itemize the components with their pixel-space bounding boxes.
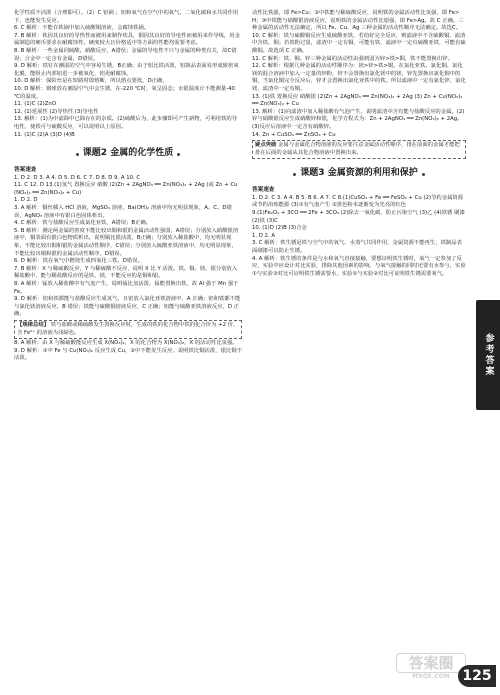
- answer-line: 8. A 解析：锰放入稀盐酸中有气泡产生，说明锰比氢活泼，锰能置换出铁，故 Al 强于 Mn 强于 Fe。: [14, 281, 239, 295]
- right-paragraph: 13. (1)铁 置换反应 硝酸银 (2)Zn + 2AgNO₃ ══ Zn(NO₃)₂ + 2Ag (3) Zn + Cu(NO₃)₂ ══ Zn(NO₃)₂ + Cu: [252, 93, 463, 108]
- answer-line: 4. C 解析：铁与盐酸反应生成氯化亚铁，A错误；B正确。: [14, 220, 152, 227]
- answer-line: 1. D 2. D: [14, 197, 38, 204]
- heading-dot-icon: [293, 173, 296, 176]
- left-paragraph: 8. A 解析：由 X 与稀硫酸能反应生成 X(NO₃)₂，X 的化合物为 X(NO₃)₂，X 的活动性比氢强。: [14, 340, 238, 347]
- right-paragraph: 动性比铁强，即 Fe>Cu；②中铁能与稀硫酸反应，说明铁的金属活动性比氢强，即 Fe>H；③中铁能与硝酸银溶液反应，说明铁的金属活动性比银强，即 Fe>Ag。故 C 正确。三种金属的活动性无法确定，所以 Fe、Cu、Ag 三种金属的活动性顺序无法确定。故选C。: [252, 10, 464, 32]
- answer-line: 3. A 解析：铜丝插入 HCl 溶液，MgSO₄ 溶液，Ba(OH)₂ 溶液中均无明显现象，A、C、D错误，AgNO₃ 溶液中有银白色固体析出。: [14, 205, 232, 219]
- left-paragraph: 10. D 解析：钢球放在潮湿空气中会生锈，在-220 ℃时，氧呈固态；水银温度计不能测量-40 ℃的温度。: [14, 85, 235, 100]
- answer-line: 10. (1)D (2)B (3)合金: [252, 225, 307, 232]
- right-paragraph: 11. C 解析：铁、铜、锌三种金属的活动性由强到弱为锌>铁>铜，铁不能置换出锌。: [252, 55, 453, 62]
- key-point-box: [252, 140, 466, 159]
- answer-line: 9.(1)Fe₂O₃ + 3CO ══ 2Fe + 3CO₂ (2)除去一氧化碳，防止污染空气 (3)乙 (4)铁锈 刷漆: [252, 210, 465, 217]
- answer-line: (2)铁 (3)C: [252, 217, 278, 224]
- page-number: 125: [458, 665, 496, 687]
- answer-line: 1. D 2. D 3. A 4. D 5. D 6. C 7. D 8. D 9. A 10. C: [14, 174, 141, 181]
- answers-label: 答案速查: [14, 167, 37, 174]
- sidebar-label: 参考答案: [483, 333, 494, 377]
- note-text: 金属与金属化合物溶液的反应要注意金属活动性顺序，排在前面的金属才能把排在后面的金属从其化合物溶液中置换出来。: [255, 142, 460, 156]
- answer-line: 6. D 解析：铁在氧气中燃烧生成四氧化三铁，D错误。: [14, 258, 143, 265]
- left-paragraph: 13. 解析：(1)为中滤除中已除存在的杂质。(2)硫酸后为，此步骤即可产生新物，可利用铁的导电性，使铁可与硫酸反应，可以说明以上原因。: [14, 116, 238, 130]
- left-paragraph: 9. D 解析：①中 Fe 与 Cu(NO₃)₂ 反应生成 Cu，②中不能发生反应，说明铁比铜活泼，银比铜不活泼。: [14, 347, 242, 362]
- right-paragraph: 14. Zn + CuSO₄ ══ ZnSO₄ + Cu: [252, 131, 336, 138]
- section-title: 课题3 金属资源的利用和保护: [300, 168, 418, 179]
- right-paragraph: 1. D 2. A: [252, 232, 276, 239]
- section-heading-lesson-2: [14, 143, 242, 165]
- heading-dot-icon: [76, 153, 79, 156]
- rule-summary-box: [14, 320, 242, 339]
- left-paragraph: 6. C 解析：不能在铁锅中加入硫酸铜溶液，会腐蚀铁锅。: [14, 25, 150, 32]
- reference-answers-tab: [476, 300, 500, 410]
- left-paragraph: 11. (1)C (2)ZnO: [14, 101, 57, 108]
- note-label: 疑点突破: [255, 142, 277, 149]
- answer-line: 11. C 12. D 13.(1)氢气 置换反应 硝酸 (2)Zn + 2AgNO₃ ══ Zn(NO₃)₂ + 2Ag (或 Zn + Cu(NO₃)₂ ══ Zn(NO₃)₂ + Cu): [14, 182, 238, 196]
- left-paragraph: 10. D 解析：保险丝是在短路时即熔断，所以熔点要低，D正确。: [14, 78, 168, 85]
- left-paragraph: 11. (1)C (2)A (3)D (4)B: [14, 131, 75, 138]
- right-paragraph: 4. A 解析：铁生锈的条件是与水和氧气直接接触，要想证明铁生锈时，氧气一定参加了反应，实验中应设计对比实验，排除其他因素的影响，与氧气接触的同时还要有水参与，实验①与实验③对比可证明铁生锈需要水，实验①与实验②对比可证明铁生锈需要氧气。: [252, 255, 466, 277]
- section-heading-lesson-3: [252, 163, 466, 185]
- heading-dot-icon: [422, 173, 425, 176]
- note-text: 铁与盐酸或稀硫酸发生置换反应时，生成的铁的化合物中铁的化合价为 +2 价，含 Fe²⁺ 的溶液为浅绿色。: [17, 321, 239, 336]
- answers-label: 答案速查: [252, 187, 275, 194]
- right-column: [252, 10, 466, 278]
- watermark-title: 答案圈: [396, 653, 466, 673]
- left-paragraph: 化学性质不活泼（合理即可）。（2）C 铝锅 ；铝和氧气在空气中的氧气、二氧化碳和水共同作用下，也能发生反应。: [14, 10, 239, 24]
- right-paragraph: 3. C 解析：铁生锈是铁与空气中的氧气、水蒸气共同作用，金属资源不能再生，铁制品表面刷漆可以防止生锈。: [252, 240, 462, 255]
- left-paragraph: 7. B 解析：铁因其良好的导热性而被用来制作炊具，铜因其良好的导电性而被用来作导线，用金属制造的硬币要求在耐腐蚀性、硬度较大且价格适中等方面的性能均需要考虑。: [14, 32, 240, 47]
- left-paragraph: 9. D 解析：铁钉在潮湿的空气中容易生锈，B正确；由于铝比铁活泼，铝制品表面易形成致密氧化膜，能阻止内部铝进一步被氧化，铝更耐腐蚀。: [14, 63, 239, 77]
- answer-line: 7. B 解析：X 与稀硫酸反应，Y 与稀硫酸不反应，说明 X 比 Y 活泼。铁、铜、镁、银分别放入稀盐酸中，能与稀盐酸反应的是铁、镁，不能反应的是铜和银。: [14, 265, 238, 280]
- left-column: [14, 10, 242, 363]
- left-paragraph: 12. (1)延展性 (2)导热性 (3)导电性: [14, 108, 99, 115]
- watermark-url: MXQE.COM: [412, 673, 450, 680]
- section-title: 课题2 金属的化学性质: [82, 148, 174, 159]
- note-label: 【规律总结】: [17, 321, 50, 328]
- watermark-logo: [396, 653, 466, 693]
- answer-line: 1. D 2. C 3. A 4. B 5. B 6. A 7. C 8.(1)CuSO₄ + Fe ══ FeSO₄ + Cu (2)节约金属资源或节约冶炼能源 (3)①有气泡产生 ②黑色粉末逐渐变为光亮的红色: [252, 194, 464, 209]
- right-paragraph: 13. 解析：(1)向滤渣中加入稀盐酸有气泡产生，说明滤渣中含有能与盐酸反应的金属。(2)锌与硝酸银反应生成硝酸锌和银，化学方程式为：Zn + 2AgNO₃ ══ Zn(NO₃)₂ + 2Ag。(3)反应后溶液中一定含有硝酸锌。: [252, 108, 465, 130]
- answer-line: 5. B 解析：测定两金属的密度不能比较出铜和银的金属活动性强弱，A错误；分别放入硝酸银溶液中，铜表面有银白色物质析出，说明铜比银活泼，B正确；分别放入稀盐酸中，均无明显现象，不能比较出铜和银的金属活动性顺序，C错误；分别放入硫酸亚铁溶液中，均无明显现象，不能比较出铜和银的金属活动性顺序，D错误。: [14, 227, 239, 257]
- right-paragraph: 10. C 解析：铁与硫酸铜反应生成硫酸亚铁，若给好完全反应，则滤液中不含硫酸铜，滤渣中含铁，铜；若铁粉过量，滤渣中一定有铜，可能有铁，滤液中一定有硫酸亚铁，可能有硫酸铜。故选项 C 正确。: [252, 32, 466, 54]
- answer-line: 9. D 解析：铝和铁都能与盐酸反应生成氢气，且铝放入氯化亚铁溶液中，A 正确；铝和铁都不能与氯化镁溶液反应，B 错误；铁能与硫酸铜溶液反应，C 正确；铝能与硫酸亚铁溶液反应，D 正确。: [14, 296, 241, 318]
- right-paragraph: 12. C 解析：根据几种金属的活动性顺序为：镁>锌>铁>铜，在氯化亚铁、氯化铜、氯化镁的混合溶液中加入一定量的锌粉，锌不会置换出氯化镁中的镁，锌先置换出氯化铜中的铜，当氯化铜完全反应后，锌才会置换出氯化亚铁中的铁。所以滤液中一定有氯化锌，氯化镁，滤渣中一定有铜。: [252, 63, 466, 92]
- heading-dot-icon: [177, 153, 180, 156]
- left-paragraph: 8. B 解析：一些金属同硫酸、硝酸反应，A错误；金属的导电性不只与金属的种类有关，故C错误；合金中一定含有金属，D错误。: [14, 47, 237, 62]
